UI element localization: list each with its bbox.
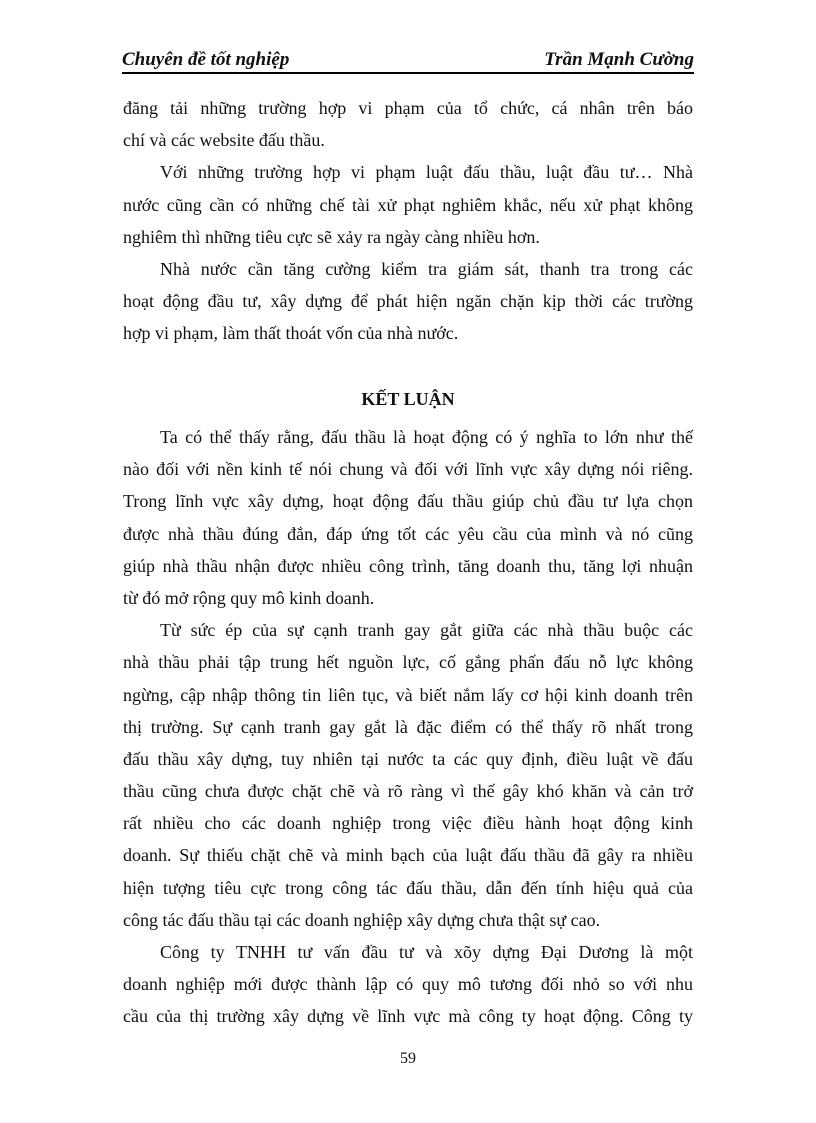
paragraph — [123, 936, 693, 1033]
text-line: đấu thầu xây dựng, tuy nhiên tại nước ta các quy định, điều luật về đấu — [123, 748, 693, 769]
text-line: nào đối với nền kinh tế nói chung và đối với lĩnh vực xây dựng nói riêng. — [123, 459, 693, 480]
text-line: từ đó mở rộng quy mô kinh doanh. — [123, 587, 375, 608]
text-line: nghiêm thì những tiêu cực sẽ xảy ra ngày càng nhiều hơn. — [123, 226, 540, 247]
text-line: công tác đấu thầu tại các doanh nghiệp xây dựng chưa thật sự cao. — [123, 909, 601, 930]
text-line: Ta có thể thấy rằng, đấu thầu là hoạt động có ý nghĩa to lớn như thế — [160, 427, 693, 447]
header-document-title: Chuyên đề tốt nghiệp — [122, 49, 290, 70]
text-line: Công ty TNHH tư vấn đầu tư và xõy dựng Đại Dương là một — [160, 942, 693, 962]
text-line: thầu cũng chưa được chặt chẽ và rõ ràng vì thế gây khó khăn và cản trở — [123, 781, 693, 802]
text-line: doanh. Sự thiếu chặt chẽ và minh bạch của luật đấu thầu đã gây ra nhiều — [123, 845, 693, 866]
text-line: doanh nghiệp mới được thành lập có quy mô tương đối nhỏ so với nhu — [123, 974, 693, 995]
text-line: Với những trường hợp vi phạm luật đấu thầu, luật đầu tư… Nhà — [160, 162, 693, 183]
text-line: đăng tải những trường hợp vi phạm của tổ chức, cá nhân trên báo — [123, 98, 693, 118]
text-line: thị trường. Sự cạnh tranh gay gắt là đặc điểm có thể thấy rõ nhất trong — [123, 716, 693, 737]
text-line: được nhà thầu đúng đắn, đáp ứng tốt các yêu cầu của mình và nó cũng — [123, 523, 693, 544]
text-line: hợp vi phạm, làm thất thoát vốn của nhà nước. — [123, 323, 459, 344]
paragraph — [123, 92, 693, 156]
paragraph — [123, 253, 693, 350]
section-heading-conclusion: KẾT LUẬN — [361, 389, 455, 409]
header-author: Trần Mạnh Cường — [544, 49, 694, 70]
text-line: ngừng, cập nhập thông tin liên tục, và biết nắm lấy cơ hội kinh doanh trên — [123, 684, 693, 705]
body-section-conclusion — [123, 421, 693, 1033]
text-line: chí và các website đấu thầu. — [123, 130, 325, 151]
text-line: hiện tượng tiêu cực trong công tác đấu thầu, dẫn đến tính hiệu quả của — [123, 877, 693, 898]
text-line: hoạt động đầu tư, xây dựng để phát hiện ngăn chặn kịp thời các trường — [123, 291, 693, 312]
text-line: nước cũng cần có những chế tài xử phạt nghiêm khắc, nếu xử phạt không — [123, 194, 693, 215]
text-line: Từ sức ép của sự cạnh tranh gay gắt giữa các nhà thầu buộc các — [160, 620, 693, 641]
page-number: 59 — [400, 1050, 416, 1067]
paragraph — [123, 156, 693, 253]
body-section-1 — [123, 92, 693, 350]
text-line: cầu của thị trường xây dựng về lĩnh vực mà công ty hoạt động. Công ty — [123, 1006, 693, 1027]
text-line: nhà thầu phải tập trung hết nguồn lực, cố gắng phấn đấu nỗ lực không — [123, 652, 693, 673]
text-line: rất nhiều cho các doanh nghiệp trong việc điều hành hoạt động kinh — [123, 813, 693, 834]
text-line: Nhà nước cần tăng cường kiểm tra giám sát, thanh tra trong các — [160, 258, 693, 279]
paragraph — [123, 421, 693, 614]
text-line: giúp nhà thầu nhận được nhiều công trình, tăng doanh thu, tăng lợi nhuận — [123, 555, 693, 576]
text-line: Trong lĩnh vực xây dựng, hoạt động đấu thầu giúp chủ đầu tư lựa chọn — [123, 491, 693, 512]
paragraph — [123, 614, 693, 936]
page-header — [122, 48, 694, 74]
